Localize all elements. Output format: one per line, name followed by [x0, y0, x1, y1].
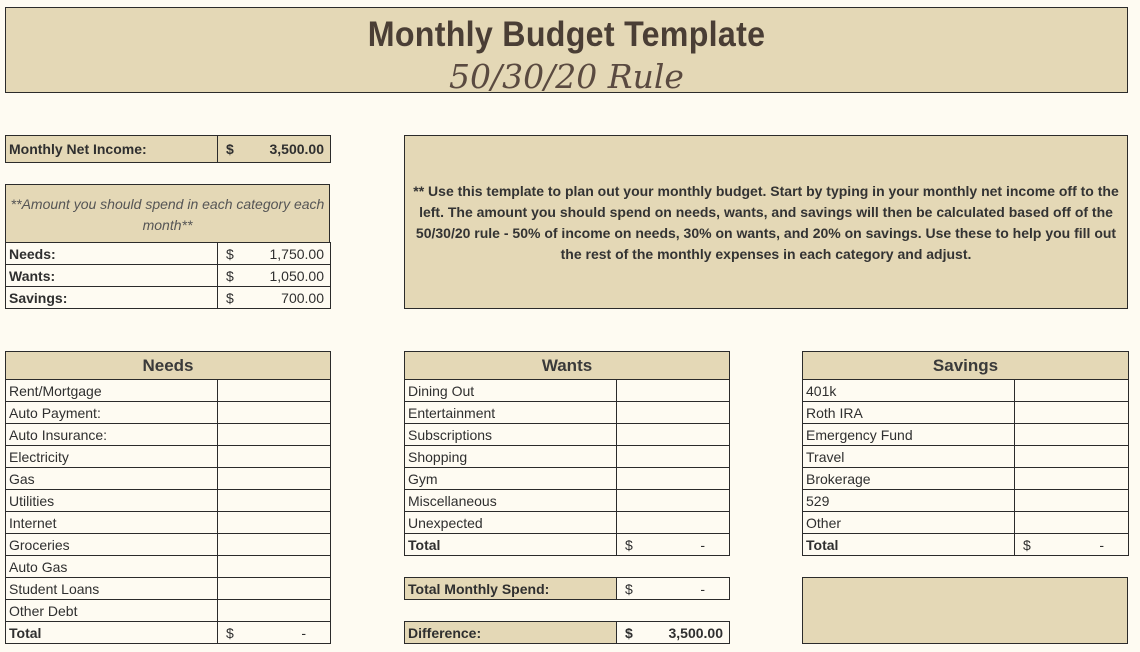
needs-item-amount-cell[interactable]	[218, 512, 331, 534]
table-row	[405, 468, 730, 490]
amount-value: -	[700, 537, 705, 553]
savings-item-amount-cell[interactable]	[1015, 512, 1129, 534]
total-spend-table	[404, 577, 730, 600]
currency-symbol: $	[226, 290, 234, 306]
amount-value: 3,500.00	[668, 625, 723, 641]
needs-item-label: Auto Insurance:	[6, 424, 218, 446]
allocation-row-wants	[6, 265, 331, 287]
allocation-table	[5, 242, 331, 309]
savings-title: Savings	[803, 352, 1129, 380]
instructions-box: ** Use this template to plan out your monthly budget. Start by typing in your monthly net income off to the left. The amount you should spend on needs, wants, and savings will then be calculated based off of the 50/30/20 rule - 50% of income on needs, 30% on wants, and 20% on savings. Use these to help you fill out the rest of the monthly expenses in each category and adjust.	[404, 135, 1128, 309]
allocation-label: Wants:	[6, 265, 218, 287]
table-row	[6, 446, 331, 468]
needs-item-label: Electricity	[6, 446, 218, 468]
allocation-row-needs	[6, 243, 331, 265]
savings-item-amount-cell[interactable]	[1015, 380, 1129, 402]
table-row	[803, 380, 1129, 402]
needs-item-label: Auto Payment:	[6, 402, 218, 424]
table-row	[6, 534, 331, 556]
table-row	[803, 402, 1129, 424]
needs-total-row	[6, 622, 331, 644]
savings-item-amount-cell[interactable]	[1015, 468, 1129, 490]
notes-box[interactable]	[802, 577, 1128, 644]
savings-item-amount-cell[interactable]	[1015, 402, 1129, 424]
allocation-note: **Amount you should spend in each category each month**	[5, 184, 330, 242]
wants-item-label: Miscellaneous	[405, 490, 617, 512]
amount-value: 1,750.00	[269, 246, 324, 262]
needs-item-amount-cell[interactable]	[218, 468, 331, 490]
total-spend-amount	[617, 578, 730, 600]
table-row	[405, 424, 730, 446]
page-title: Monthly Budget Template	[367, 15, 766, 54]
currency-symbol: $	[226, 246, 234, 262]
wants-total-label: Total	[405, 534, 617, 556]
table-row	[405, 380, 730, 402]
table-row	[405, 490, 730, 512]
wants-item-amount-cell[interactable]	[617, 380, 730, 402]
allocation-label: Savings:	[6, 287, 218, 309]
wants-item-amount-cell[interactable]	[617, 490, 730, 512]
income-label: Monthly Net Income:	[6, 136, 218, 163]
needs-item-amount-cell[interactable]	[218, 402, 331, 424]
needs-item-label: Groceries	[6, 534, 218, 556]
currency-symbol: $	[1023, 537, 1031, 553]
allocation-amount	[218, 243, 331, 265]
savings-item-amount-cell[interactable]	[1015, 424, 1129, 446]
wants-total-amount	[617, 534, 730, 556]
table-row	[6, 380, 331, 402]
table-row	[803, 424, 1129, 446]
page-subtitle: 50/30/20 Rule	[449, 57, 684, 96]
allocation-row-savings	[6, 287, 331, 309]
currency-symbol: $	[625, 581, 633, 597]
currency-symbol: $	[226, 268, 234, 284]
needs-total-amount	[218, 622, 331, 644]
allocation-label: Needs:	[6, 243, 218, 265]
wants-total-row	[405, 534, 730, 556]
income-currency: $	[226, 141, 234, 157]
table-row	[6, 600, 331, 622]
allocation-amount	[218, 265, 331, 287]
wants-item-label: Gym	[405, 468, 617, 490]
table-row	[6, 490, 331, 512]
needs-item-amount-cell[interactable]	[218, 446, 331, 468]
needs-item-amount-cell[interactable]	[218, 556, 331, 578]
wants-item-amount-cell[interactable]	[617, 446, 730, 468]
wants-item-amount-cell[interactable]	[617, 402, 730, 424]
table-row	[6, 402, 331, 424]
table-row	[405, 402, 730, 424]
currency-symbol: $	[625, 625, 633, 641]
wants-item-amount-cell[interactable]	[617, 468, 730, 490]
wants-item-label: Dining Out	[405, 380, 617, 402]
table-row	[803, 446, 1129, 468]
currency-symbol: $	[226, 625, 234, 641]
currency-symbol: $	[625, 537, 633, 553]
wants-title: Wants	[405, 352, 730, 380]
savings-item-label: Roth IRA	[803, 402, 1015, 424]
savings-item-label: Emergency Fund	[803, 424, 1015, 446]
table-row	[6, 424, 331, 446]
table-row	[6, 578, 331, 600]
needs-title: Needs	[6, 352, 331, 380]
savings-item-amount-cell[interactable]	[1015, 490, 1129, 512]
table-row	[803, 512, 1129, 534]
table-row	[6, 512, 331, 534]
wants-table	[404, 351, 730, 556]
needs-item-amount-cell[interactable]	[218, 534, 331, 556]
savings-item-label: Travel	[803, 446, 1015, 468]
amount-value: -	[700, 581, 705, 597]
needs-item-amount-cell[interactable]	[218, 600, 331, 622]
income-value: 3,500.00	[269, 141, 324, 157]
amount-value: 700.00	[281, 290, 324, 306]
needs-item-label: Utilities	[6, 490, 218, 512]
amount-value: 1,050.00	[269, 268, 324, 284]
amount-value: -	[1099, 537, 1105, 553]
wants-item-amount-cell[interactable]	[617, 424, 730, 446]
income-table	[5, 135, 331, 163]
needs-item-amount-cell[interactable]	[218, 424, 331, 446]
wants-item-label: Unexpected	[405, 512, 617, 534]
savings-item-label: 401k	[803, 380, 1015, 402]
wants-item-label: Subscriptions	[405, 424, 617, 446]
difference-table	[404, 621, 730, 644]
wants-item-label: Shopping	[405, 446, 617, 468]
table-row	[6, 556, 331, 578]
savings-item-label: 529	[803, 490, 1015, 512]
needs-item-label: Gas	[6, 468, 218, 490]
needs-table	[5, 351, 331, 644]
allocation-amount	[218, 287, 331, 309]
savings-item-label: Brokerage	[803, 468, 1015, 490]
needs-item-label: Rent/Mortgage	[6, 380, 218, 402]
wants-item-label: Entertainment	[405, 402, 617, 424]
difference-amount	[617, 622, 730, 644]
savings-item-label: Other	[803, 512, 1015, 534]
header-banner	[5, 7, 1128, 96]
table-row	[803, 490, 1129, 512]
income-cell[interactable]	[218, 136, 331, 163]
amount-value: -	[301, 625, 306, 641]
needs-item-amount-cell[interactable]	[218, 578, 331, 600]
savings-total-row	[803, 534, 1129, 556]
table-row	[405, 512, 730, 534]
savings-item-amount-cell[interactable]	[1015, 446, 1129, 468]
needs-item-label: Student Loans	[6, 578, 218, 600]
needs-item-amount-cell[interactable]	[218, 380, 331, 402]
needs-total-label: Total	[6, 622, 218, 644]
table-row	[6, 468, 331, 490]
difference-label: Difference:	[405, 622, 617, 644]
needs-item-label: Internet	[6, 512, 218, 534]
savings-table	[802, 351, 1129, 556]
savings-total-label: Total	[803, 534, 1015, 556]
needs-item-amount-cell[interactable]	[218, 490, 331, 512]
table-row	[405, 446, 730, 468]
total-spend-label: Total Monthly Spend:	[405, 578, 617, 600]
wants-item-amount-cell[interactable]	[617, 512, 730, 534]
savings-total-amount	[1015, 534, 1129, 556]
needs-item-label: Auto Gas	[6, 556, 218, 578]
needs-item-label: Other Debt	[6, 600, 218, 622]
table-row	[803, 468, 1129, 490]
